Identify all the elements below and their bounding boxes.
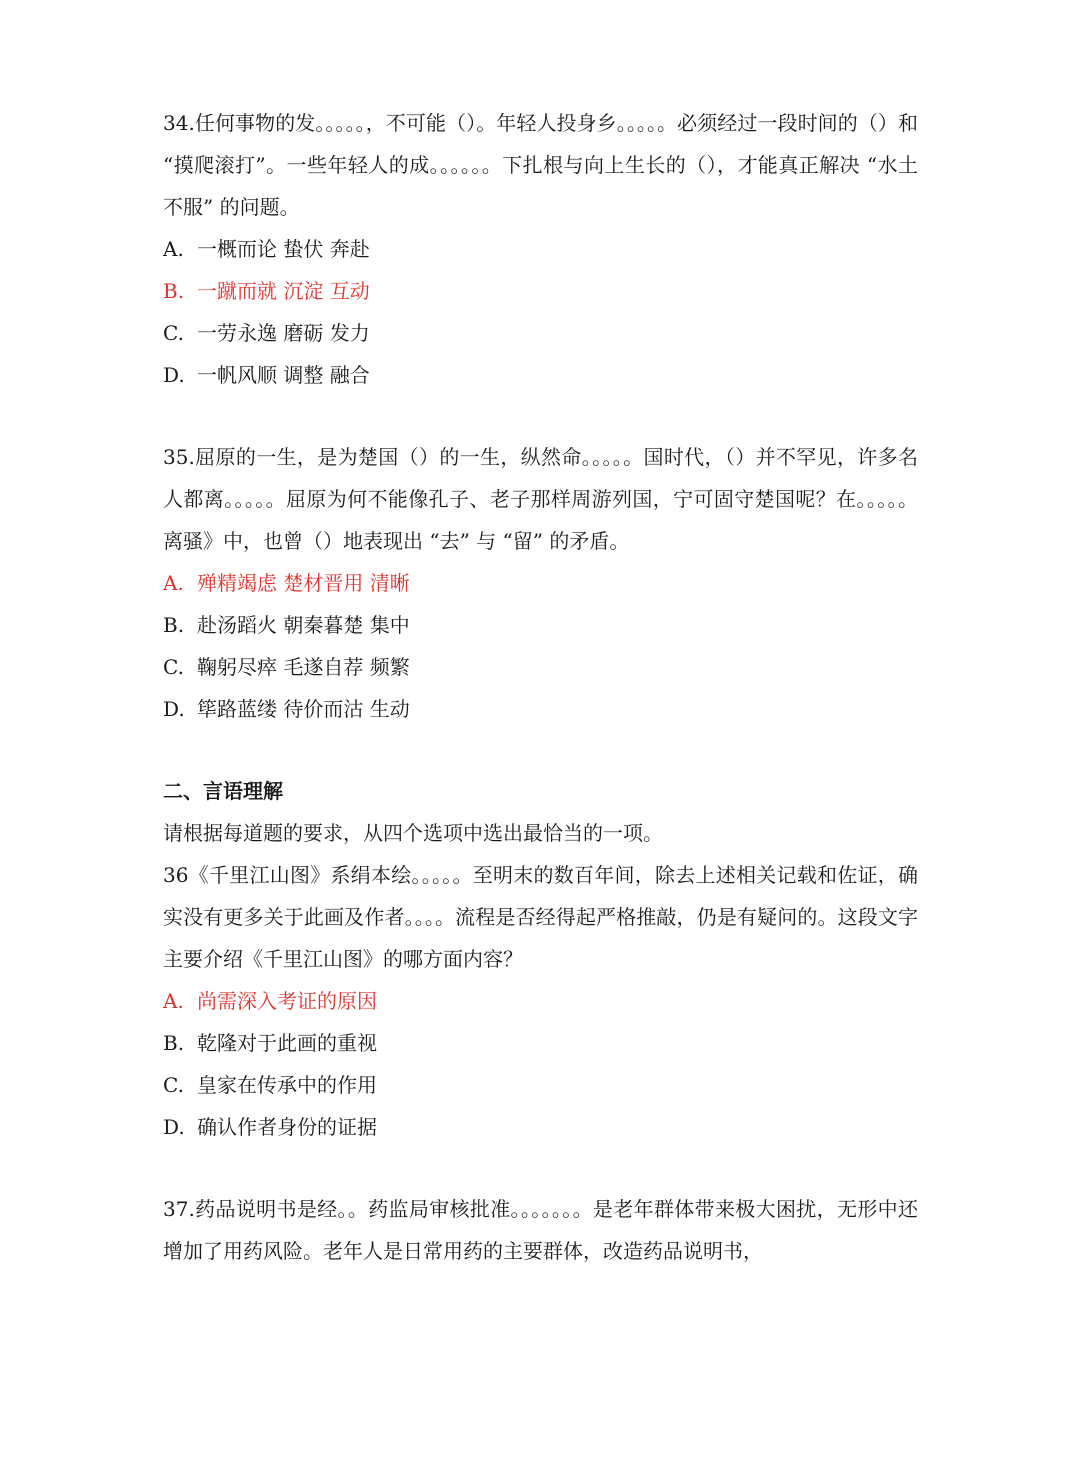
option-letter: D. bbox=[163, 1115, 185, 1139]
question-34 bbox=[163, 102, 918, 396]
option-letter: A. bbox=[163, 237, 184, 261]
section-2 bbox=[163, 770, 918, 1148]
option-text: 筚路蓝缕 待价而沽 生动 bbox=[197, 697, 410, 721]
option-letter: D. bbox=[163, 363, 185, 387]
option-letter: B. bbox=[163, 279, 185, 303]
question-34-option-b-answer bbox=[163, 270, 918, 312]
option-text: 一劳永逸 磨砺 发力 bbox=[197, 321, 370, 345]
option-text: 一蹴而就 沉淀 互动 bbox=[197, 279, 370, 303]
question-37-stem: 37.药品说明书是经。。药监局审核批准。。。。。。。是老年群体带来极大困扰，无形中还增加了用药风险。老年人是日常用药的主要群体，改造药品说明书， bbox=[163, 1197, 918, 1263]
section-title: 二、言语理解 bbox=[163, 779, 283, 803]
question-35-option-b bbox=[163, 604, 918, 646]
question-36 bbox=[163, 854, 918, 1148]
question-35 bbox=[163, 436, 918, 730]
question-36-option-d bbox=[163, 1106, 918, 1148]
option-letter: C. bbox=[163, 655, 184, 679]
option-text: 乾隆对于此画的重视 bbox=[197, 1031, 377, 1055]
option-letter: A. bbox=[163, 989, 184, 1013]
option-text: 一概而论 蛰伏 奔赴 bbox=[197, 237, 370, 261]
section-instruction: 请根据每道题的要求，从四个选项中选出最恰当的一项。 bbox=[163, 821, 663, 845]
option-letter: B. bbox=[163, 1031, 185, 1055]
question-36-stem: 36《千里江山图》系绢本绘。。。。。至明末的数百年间，除去上述相关记载和佐证，确实没有更多关于此画及作者。。。。流程是否经得起严格推敲，仍是有疑问的。这段文字主要介绍《千里江山图》的哪方面内容？ bbox=[163, 863, 918, 971]
option-text: 鞠躬尽瘁 毛遂自荐 频繁 bbox=[197, 655, 410, 679]
question-35-option-a-answer bbox=[163, 562, 918, 604]
option-letter: C. bbox=[163, 1073, 184, 1097]
option-letter: A. bbox=[163, 571, 184, 595]
question-35-option-d bbox=[163, 688, 918, 730]
question-35-stem: 35.屈原的一生，是为楚国（）的一生，纵然命。。。。。国时代，（）并不罕见，许多名人都离。。。。。屈原为何不能像孔子、老子那样周游列国，宁可固守楚国呢？在。。。。。离骚》中，也曾（）地表现出 “去” 与 “留” 的矛盾。 bbox=[163, 445, 918, 553]
option-letter: D. bbox=[163, 697, 185, 721]
document-page bbox=[163, 102, 918, 1272]
question-36-option-c bbox=[163, 1064, 918, 1106]
option-text: 确认作者身份的证据 bbox=[197, 1115, 377, 1139]
question-37 bbox=[163, 1188, 918, 1272]
question-36-option-b bbox=[163, 1022, 918, 1064]
option-text: 一帆风顺 调整 融合 bbox=[197, 363, 370, 387]
option-letter: C. bbox=[163, 321, 184, 345]
option-text: 尚需深入考证的原因 bbox=[197, 989, 377, 1013]
question-36-option-a-answer bbox=[163, 980, 918, 1022]
option-text: 赴汤蹈火 朝秦暮楚 集中 bbox=[197, 613, 410, 637]
question-34-option-d bbox=[163, 354, 918, 396]
question-34-option-a bbox=[163, 228, 918, 270]
question-34-option-c bbox=[163, 312, 918, 354]
question-35-option-c bbox=[163, 646, 918, 688]
question-34-stem: 34.任何事物的发。。。。。，不可能（）。年轻人投身乡。。。。。必须经过一段时间的（）和 “摸爬滚打”。一些年轻人的成。。。。。。下扎根与向上生长的（），才能真正解决 “水土不服” 的问题。 bbox=[163, 111, 918, 219]
option-text: 殚精竭虑 楚材晋用 清晰 bbox=[197, 571, 410, 595]
option-text: 皇家在传承中的作用 bbox=[197, 1073, 377, 1097]
option-letter: B. bbox=[163, 613, 185, 637]
